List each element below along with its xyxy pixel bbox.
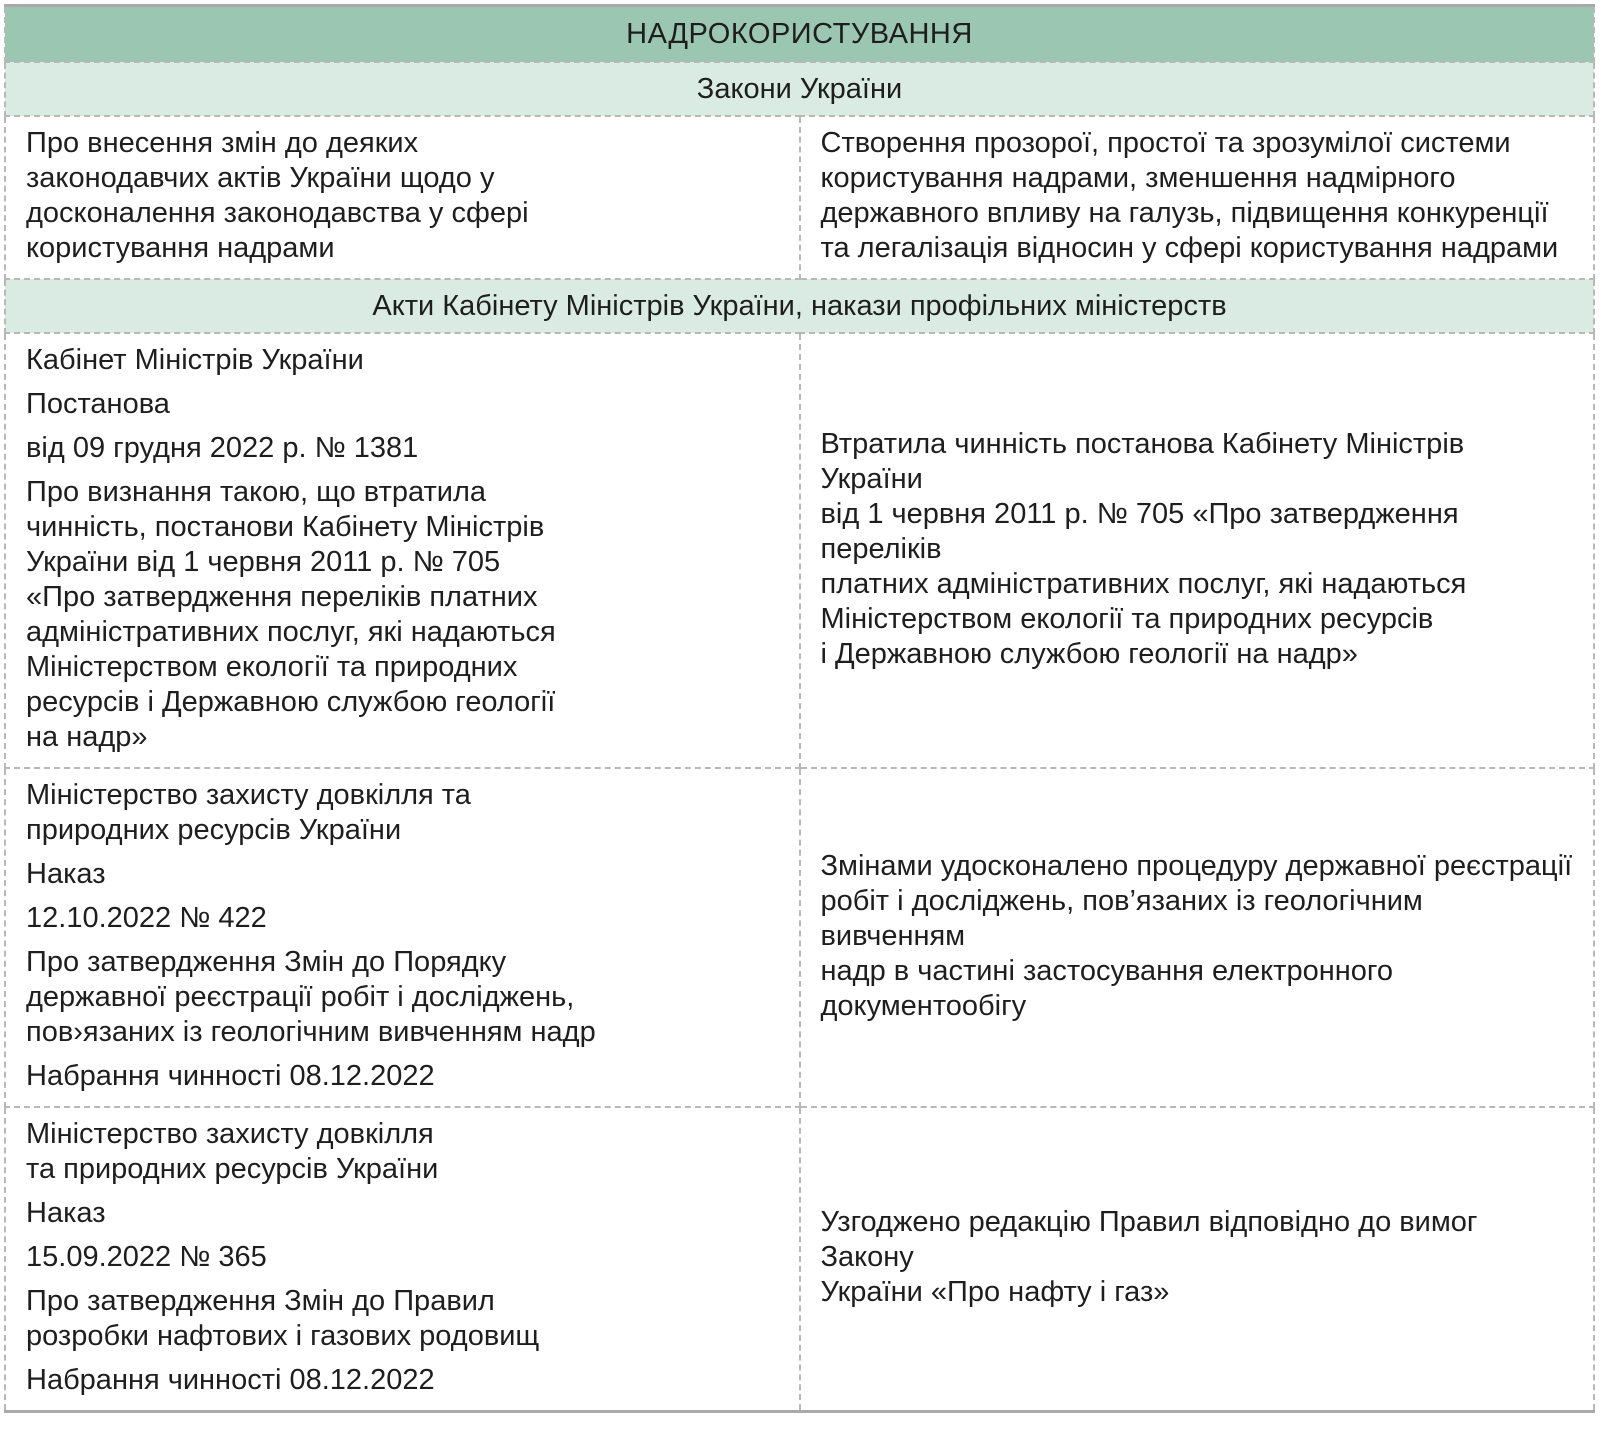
act-issuer: Кабінет Міністрів України — [26, 344, 364, 376]
table-row — [5, 116, 1594, 279]
act-number: від 09 грудня 2022 р. № 1381 — [26, 432, 419, 464]
act-details-cell — [5, 768, 800, 1107]
law-description: Створення прозорої, простої та зрозумілої системи користування надрами, зменшення надмірного державного впливу на галузь, підвищення конкуренції та легалізація відносин у сфері користування надрами — [820, 127, 1559, 264]
legislation-table — [4, 4, 1595, 1413]
act-description-cell — [800, 1107, 1595, 1412]
act-effective-date: Набрання чинності 08.12.2022 — [26, 1364, 435, 1396]
act-doc-type: Наказ — [26, 858, 106, 890]
law-title-cell — [5, 116, 800, 279]
act-description-cell — [800, 768, 1595, 1107]
act-details-cell — [5, 333, 800, 768]
act-description: Змінами удосконалено процедуру державної реєстрації робіт і досліджень, пов’язаних із геологічним вивченням надр в частині застосування електронного документообігу — [820, 849, 1573, 1022]
table-row — [5, 1107, 1594, 1412]
table-header: НАДРОКОРИСТУВАННЯ — [5, 6, 1594, 63]
act-doc-type: Наказ — [26, 1197, 106, 1229]
subsection-row — [5, 62, 1594, 116]
subsection-laws: Закони України — [5, 62, 1594, 116]
act-number: 12.10.2022 № 422 — [26, 902, 267, 934]
act-description: Узгоджено редакцію Правил відповідно до вимог Закону України «Про нафту і газ» — [820, 1206, 1478, 1308]
act-number: 15.09.2022 № 365 — [26, 1241, 267, 1273]
header-row — [5, 6, 1594, 63]
act-subject: Про визнання такою, що втратила чинність, постанови Кабінету Міністрів України від 1 червня 2011 р. № 705 «Про затвердження переліків платних адміністративних послуг, які надаються Міністерством екології та природних ресурсів і Державною службою геології на надр» — [26, 476, 556, 753]
table-row — [5, 333, 1594, 768]
subsection-acts: Акти Кабінету Міністрів України, накази профільних міністерств — [5, 279, 1594, 333]
table-row — [5, 768, 1594, 1107]
act-effective-date: Набрання чинності 08.12.2022 — [26, 1060, 435, 1092]
subsection-row — [5, 279, 1594, 333]
act-issuer: Міністерство захисту довкілля та природних ресурсів України — [26, 1118, 439, 1185]
act-description: Втратила чинність постанова Кабінету Міністрів України від 1 червня 2011 р. № 705 «Про затвердження переліків платних адміністративних послуг, які надаються Міністерством екології та природних ресурсів і Державною службою геології на надр» — [820, 427, 1467, 670]
act-subject: Про затвердження Змін до Порядку державної реєстрації робіт і досліджень, пов›язаних із геологічним вивченням надр — [26, 946, 596, 1048]
law-description-cell — [800, 116, 1595, 279]
act-doc-type: Постанова — [26, 388, 170, 420]
act-details-cell — [5, 1107, 800, 1412]
act-description-cell — [800, 333, 1595, 768]
law-title: Про внесення змін до деяких законодавчих актів України щодо у досконалення законодавства у сфері користування надрами — [26, 127, 529, 264]
act-issuer: Міністерство захисту довкілля та природних ресурсів України — [26, 779, 471, 846]
act-subject: Про затвердження Змін до Правил розробки нафтових і газових родовищ — [26, 1285, 540, 1352]
